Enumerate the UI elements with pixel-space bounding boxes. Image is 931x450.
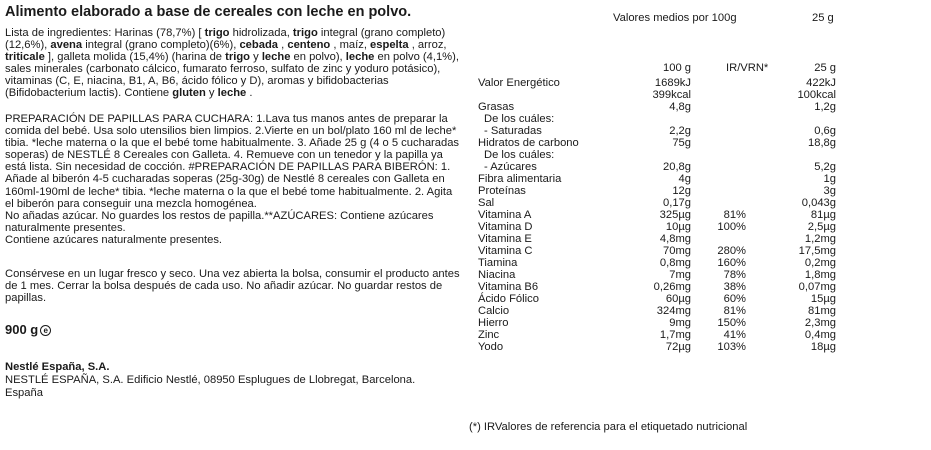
value-per-100g: 325µg	[659, 209, 691, 221]
value-per-100g: 324mg	[656, 305, 691, 317]
value-per-25g: 0,6g	[814, 125, 836, 137]
ingredient-text: integral (grano completo)(12,6%),	[5, 27, 446, 52]
nutrition-row	[478, 149, 838, 161]
allergen-text: cebada	[239, 39, 279, 52]
value-irvrn: 78%	[723, 269, 746, 281]
estimated-sign-icon: e	[40, 325, 51, 336]
nutrition-row	[478, 185, 838, 197]
nutrition-row	[478, 221, 838, 233]
value-per-100g: 1,7mg	[659, 329, 691, 341]
nutrient-label: Proteínas	[478, 185, 526, 197]
nutrient-label: Grasas	[478, 101, 515, 113]
nutrition-row	[478, 269, 838, 281]
ingredient-text: ], galleta molida (15,4%) (harina de	[44, 51, 226, 64]
ingredient-text: ,	[278, 39, 288, 52]
value-per-25g: 0,07mg	[798, 281, 836, 293]
nutrient-label: Vitamina E	[478, 233, 532, 245]
value-irvrn: 100%	[717, 221, 746, 233]
column-header-100g: 100 g	[663, 62, 691, 74]
company-country: España	[5, 387, 43, 399]
allergen-text: triticale	[5, 51, 45, 64]
value-per-100g: 2,2g	[669, 125, 691, 137]
value-irvrn: 160%	[717, 257, 746, 269]
value-per-100g: 1689kJ	[654, 77, 691, 89]
allergen-text: leche	[261, 51, 291, 64]
value-irvrn: 81%	[723, 305, 746, 317]
nutrient-label: Calcio	[478, 305, 510, 317]
value-per-25g: 0,4mg	[804, 329, 836, 341]
ingredient-text: en polvo (4,1%), sales minerales (carbonato cálcico, fumarato ferroso, sulfato de zinc y yoduro potásico), vitaminas (C, E, niacina, B1, A, B6, ácido fólico y D), aromas y bifidobacterias (Bifidobacterium lactis). Contiene	[5, 51, 459, 100]
preparation-instructions: PREPARACIÓN DE PAPILLAS PARA CUCHARA: 1.Lava tus manos antes de preparar la comida del bebé. Usa solo utensilios bien limpios. 2.Vierte en un bol/plato 160 ml de leche* tibia. *leche materna o la que el bebé tome habitualmente. 3. Añade 25 g (4 o 5 cucharadas soperas) de NESTLÉ 8 Cereales con Galleta. 4. Remueve con un tenedor y la papilla ya está lista. Sin necesidad de cocción. #PREPARACIÓN DE PAPILLAS PARA BIBERÓN: 1. Añade al biberón 4-5 cucharadas soperas (25g-30g) de Nestlé 8 cereales con Galleta en 160ml-190ml de leche* tibia. *leche materna o la que el bebé tome habitualmente. 2. Agita el biberón para conseguir una mezcla homogénea. No añadas azúcar. No guardes los restos de papilla.**AZÚCARES: Contiene azúcares naturalmente presentes. Contiene azúcares naturalmente presentes.	[5, 113, 460, 246]
nutrient-label: Vitamina B6	[478, 281, 539, 293]
nutrition-row	[478, 197, 838, 209]
nutrient-label: Vitamina C	[478, 245, 533, 257]
allergen-text: trigo	[225, 51, 250, 64]
value-irvrn: 103%	[717, 341, 746, 353]
nutrient-label: De los cuáles:	[484, 149, 555, 161]
ingredient-text: , arroz,	[408, 39, 447, 52]
value-per-100g: 20,8g	[663, 161, 691, 173]
nutrition-row	[478, 341, 838, 353]
net-weight	[5, 322, 51, 337]
ingredient-text: y	[250, 51, 262, 64]
value-per-25g: 422kJ	[806, 77, 836, 89]
value-irvrn: 150%	[717, 317, 746, 329]
nutrition-row	[478, 293, 838, 305]
allergen-text: avena	[50, 39, 83, 52]
company-info	[5, 361, 465, 400]
nutrient-label: Zinc	[478, 329, 500, 341]
value-per-25g: 81µg	[810, 209, 836, 221]
nutrient-label: Valor Energético	[478, 77, 560, 89]
value-per-25g: 1,2mg	[804, 233, 836, 245]
value-per-25g: 1,8mg	[804, 269, 836, 281]
value-per-100g: 72µg	[665, 341, 691, 353]
nutrition-row	[478, 89, 838, 101]
value-per-25g: 1,2g	[814, 101, 836, 113]
value-per-25g: 81mg	[808, 305, 836, 317]
value-per-100g: 7mg	[669, 269, 691, 281]
nutrition-header-25g: 25 g	[812, 12, 834, 24]
value-irvrn: 280%	[717, 245, 746, 257]
value-per-25g: 17,5mg	[798, 245, 836, 257]
allergen-text: trigo	[204, 27, 230, 39]
page-title: Alimento elaborado a base de cereales con leche en polvo.	[5, 4, 412, 20]
value-irvrn: 81%	[723, 209, 746, 221]
value-per-100g: 4,8mg	[659, 233, 691, 245]
allergen-text: centeno	[287, 39, 331, 52]
value-per-25g: 1g	[823, 173, 836, 185]
nutrient-label: De los cuáles:	[484, 113, 555, 125]
value-per-100g: 0,26mg	[653, 281, 691, 293]
ingredient-text: y	[205, 87, 218, 100]
company-address: NESTLÉ ESPAÑA, S.A. Edificio Nestlé, 08950 Esplugues de Llobregat, Barcelona.	[5, 374, 416, 386]
value-per-100g: 9mg	[669, 317, 691, 329]
nutrient-label: - Saturadas	[484, 125, 542, 137]
allergen-text: trigo	[292, 27, 318, 39]
value-per-100g: 60µg	[665, 293, 691, 305]
ingredient-text: hidrolizada,	[229, 27, 293, 39]
company-name: Nestlé España, S.A.	[5, 361, 110, 373]
nutrient-label: Fibra alimentaria	[478, 173, 562, 185]
nutrition-row	[478, 173, 838, 185]
ingredient-text: en polvo),	[290, 51, 346, 64]
value-per-100g: 0,8mg	[659, 257, 691, 269]
allergen-text: gluten	[172, 87, 206, 100]
value-per-100g: 4,8g	[669, 101, 691, 113]
nutrition-row	[478, 329, 838, 341]
value-per-25g: 15µg	[810, 293, 836, 305]
nutrient-label: Sal	[478, 197, 495, 209]
value-per-25g: 18µg	[810, 341, 836, 353]
nutrition-row	[478, 245, 838, 257]
ingredient-text: , maíz,	[330, 39, 371, 52]
value-per-25g: 100kcal	[797, 89, 836, 101]
value-per-25g: 0,2mg	[804, 257, 836, 269]
nutrient-label: Hidratos de carbono	[478, 137, 579, 149]
value-per-100g: 70mg	[663, 245, 691, 257]
value-per-25g: 3g	[823, 185, 836, 197]
nutrient-label: Hierro	[478, 317, 509, 329]
nutrition-row	[478, 137, 838, 149]
value-per-100g: 4g	[678, 173, 691, 185]
nutrient-label: Ácido Fólico	[478, 293, 539, 305]
nutrition-row	[478, 317, 838, 329]
nutrition-row	[478, 125, 838, 137]
nutrition-row	[478, 209, 838, 221]
value-per-25g: 0,043g	[801, 197, 836, 209]
value-per-100g: 10µg	[665, 221, 691, 233]
ingredient-text: integral (grano completo)(6%),	[82, 39, 240, 52]
value-per-25g: 5,2g	[814, 161, 836, 173]
nutrition-row	[478, 113, 838, 125]
nutrition-row	[478, 281, 838, 293]
column-header-25g: 25 g	[814, 62, 836, 74]
net-weight-value: 900 g	[5, 322, 39, 337]
nutrition-row	[478, 161, 838, 173]
nutrition-column-headers	[478, 62, 838, 74]
value-irvrn: 60%	[723, 293, 746, 305]
value-per-25g: 2,3mg	[804, 317, 836, 329]
allergen-text: leche	[217, 87, 247, 100]
nutrition-row	[478, 305, 838, 317]
nutrition-row	[478, 77, 838, 89]
nutrition-header-label: Valores medios por 100g	[613, 12, 737, 24]
nutrition-footnote: (*) IRValores de referencia para el etiquetado nutricional	[469, 421, 748, 433]
nutrient-label: Tiamina	[478, 257, 518, 269]
value-per-100g: 0,17g	[663, 197, 691, 209]
value-per-25g: 18,8g	[808, 137, 836, 149]
ingredients-list	[5, 27, 463, 100]
storage-instructions: Consérvese en un lugar fresco y seco. Una vez abierta la bolsa, consumir el producto antes de 1 mes. Cerrar la bolsa después de cada uso. No añadir azúcar. No guardar restos de papillas.	[5, 268, 460, 305]
column-header-irvrn: IR/VRN*	[726, 62, 769, 74]
allergen-text: leche	[345, 51, 375, 64]
nutrient-label: Yodo	[478, 341, 504, 353]
nutrient-label: Vitamina A	[478, 209, 532, 221]
nutrition-row	[478, 257, 838, 269]
nutrition-row	[478, 101, 838, 113]
nutrient-label: Vitamina D	[478, 221, 533, 233]
value-per-100g: 12g	[672, 185, 691, 197]
nutrient-label: - Azúcares	[484, 161, 537, 173]
ingredient-text: .	[246, 87, 253, 100]
nutrient-label: Niacina	[478, 269, 516, 281]
value-irvrn: 41%	[723, 329, 746, 341]
allergen-text: espelta	[370, 39, 409, 52]
value-per-100g: 75g	[672, 137, 691, 149]
nutrition-row	[478, 233, 838, 245]
value-per-100g: 399kcal	[652, 89, 691, 101]
ingredient-text: Lista de ingredientes: Harinas (78,7%) [	[5, 27, 205, 39]
value-per-25g: 2,5µg	[807, 221, 836, 233]
value-irvrn: 38%	[723, 281, 746, 293]
